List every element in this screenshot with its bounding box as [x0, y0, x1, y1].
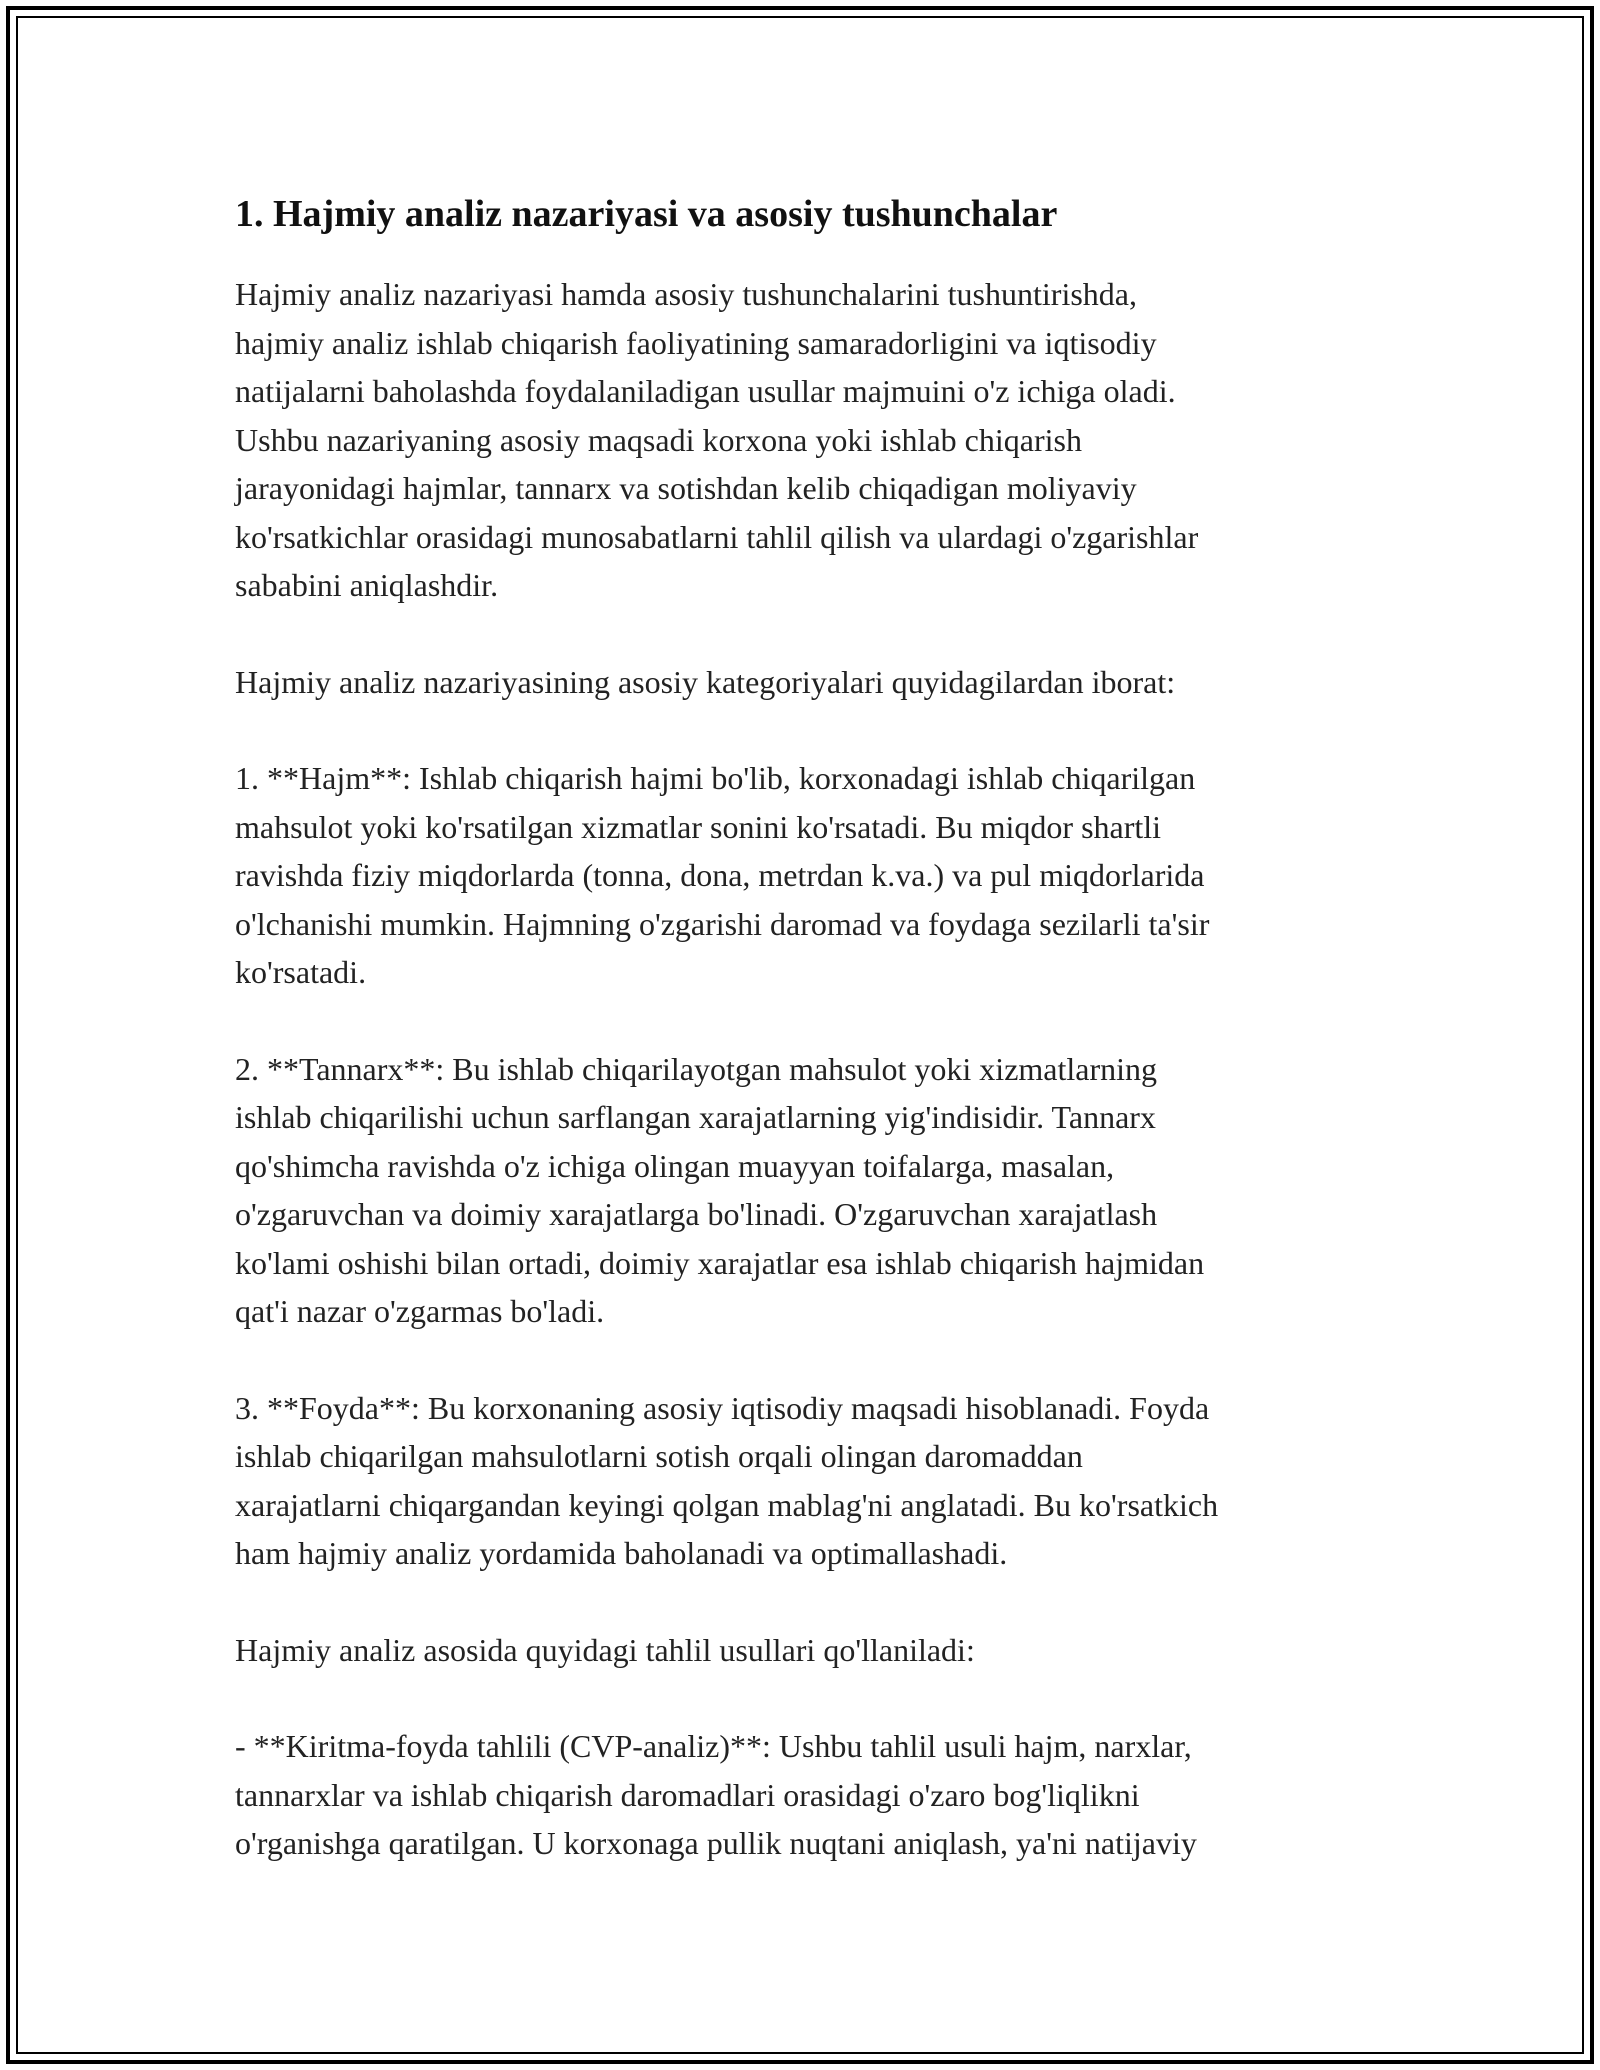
list-item-hajm: 1. **Hajm**: Ishlab chiqarish hajmi bo'lib, korxonadagi ishlab chiqarilgan mahsulot yoki ko'rsatilgan xizmatlar sonini ko'rsatadi. Bu miqdor shartli ravishda fiziy miqdorlarda (tonna, dona, metrdan k.va.) va pul miqdorlarida o'lchanishi mumkin. Hajmning o'zgarishi daromad va foydaga sezilarli ta'sir ko'rsatadi.	[235, 760, 1210, 990]
intro-paragraph: Hajmiy analiz nazariyasi hamda asosiy tushunchalarini tushuntirishda, hajmiy analiz ishlab chiqarish faoliyatining samaradorligini va iqtisodiy natijalarni baholashda foydalaniladigan usullar majmuini o'z ichiga oladi. Ushbu nazariyaning asosiy maqsadi korxona yoki ishlab chiqarish jarayonidagi hajmlar, tannarx va sotishdan kelib chiqadigan moliyaviy ko'rsatkichlar orasidagi munosabatlarni tahlil qilish va ulardagi o'zgarishlar sababini aniqlashdir.	[235, 276, 1199, 603]
list-item-tannarx: 2. **Tannarx**: Bu ishlab chiqarilayotgan mahsulot yoki xizmatlarning ishlab chiqarilishi uchun sarflangan xarajatlarning yig'indisidir. Tannarx qo'shimcha ravishda o'z ichiga olingan muayyan toifalarga, masalan, o'zgaruvchan va doimiy xarajatlarga bo'linadi. O'zgaruvchan xarajatlash ko'lami oshishi bilan ortadi, doimiy xarajatlar esa ishlab chiqarish hajmidan qat'i nazar o'zgarmas bo'ladi.	[235, 1050, 1205, 1329]
section-title: 1. Hajmiy analiz nazariyasi va asosiy tushunchalar	[235, 193, 1058, 235]
categories-intro-paragraph: Hajmiy analiz nazariyasining asosiy kategoriyalari quyidagilardan iborat:	[235, 663, 1176, 700]
methods-intro-paragraph: Hajmiy analiz asosida quyidagi tahlil usullari qo'llaniladi:	[235, 1631, 975, 1668]
list-item-cvp-analysis: - **Kiritma-foyda tahlili (CVP-analiz)**: Ushbu tahlil usuli hajm, narxlar, tannarxlar va ishlab chiqarish daromadlari orasidagi o'zaro bog'liqlikni o'rganishga qaratilgan. U korxonaga pullik nuqtani aniqlash, ya'ni natijaviy	[235, 1728, 1197, 1861]
document-body	[235, 188, 1385, 1916]
list-item-foyda: 3. **Foyda**: Bu korxonaning asosiy iqtisodiy maqsadi hisoblanadi. Foyda ishlab chiqarilgan mahsulotlarni sotish orqali olingan daromaddan xarajatlarni chiqargandan keyingi qolgan mablag'ni anglatadi. Bu ko'rsatkich ham hajmiy analiz yordamida baholanadi va optimallashadi.	[235, 1389, 1219, 1571]
